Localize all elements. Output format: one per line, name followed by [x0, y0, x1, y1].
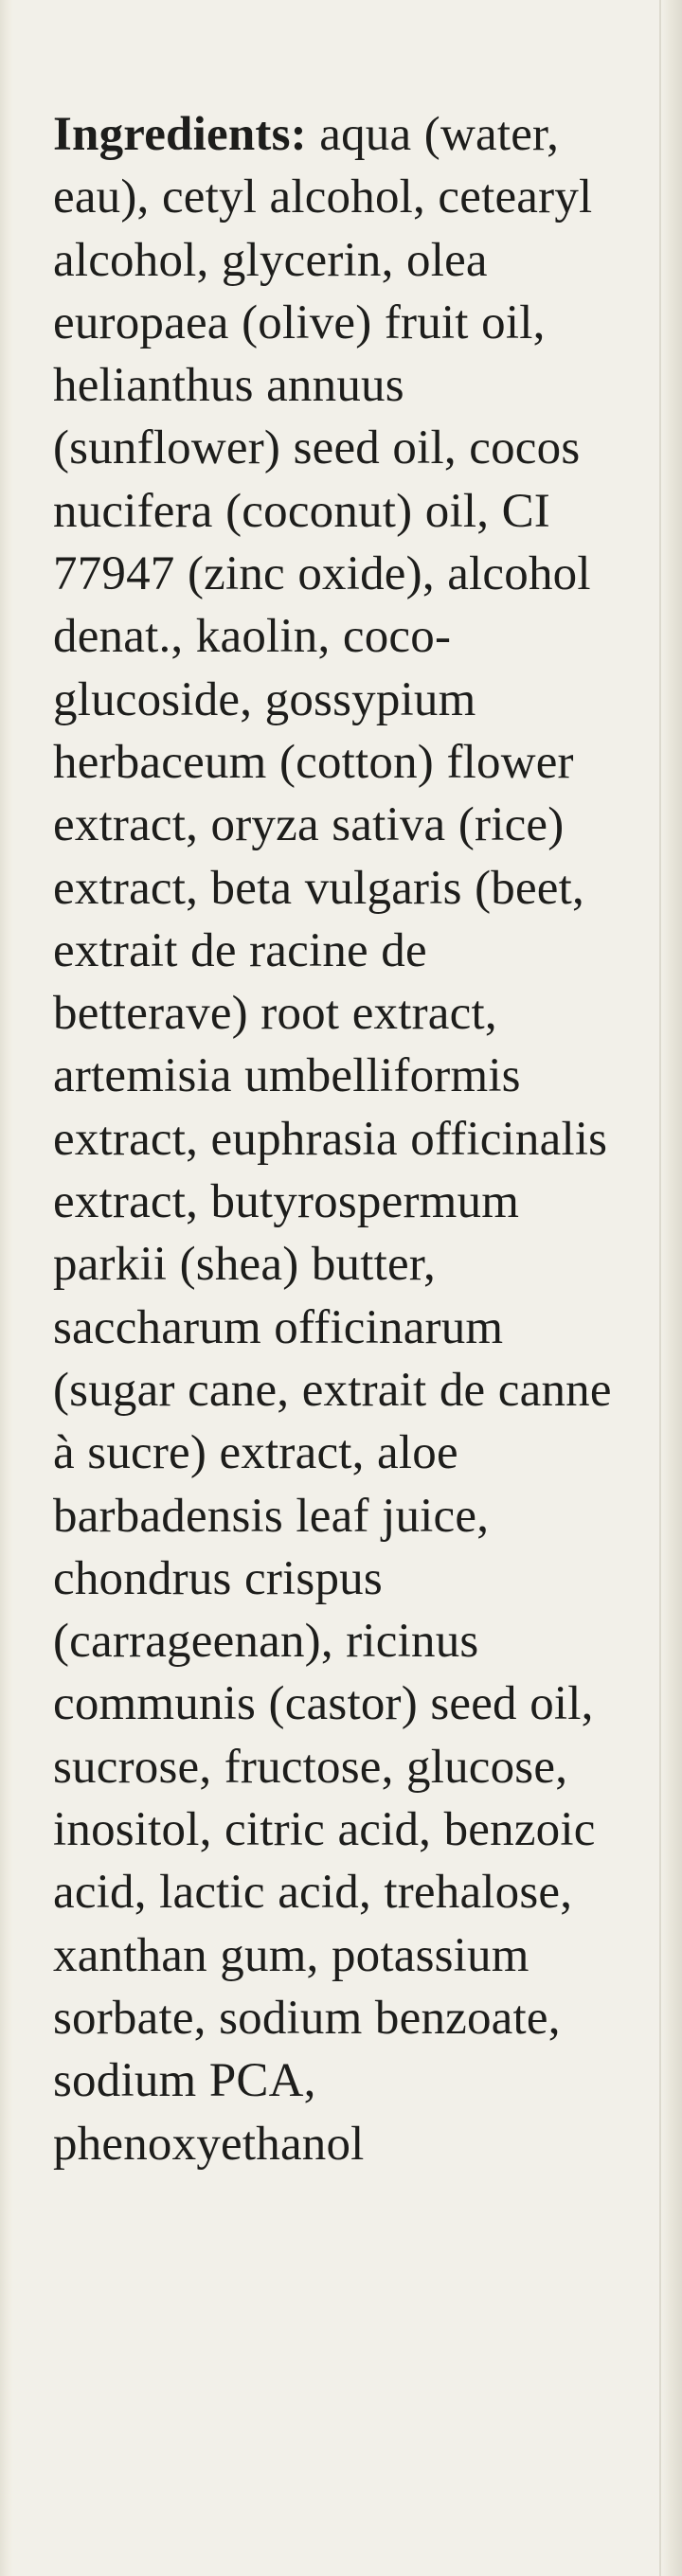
ingredients-list-text: aqua (water, eau), cetyl alcohol, cetearyl alcohol, glycerin, olea europaea (olive) fruit oil, helianthus annuus (sunflower) seed oil, cocos nucifera (coconut) oil, CI 77947 (zinc oxide), alcohol denat., kaolin, coco-glucoside, gossypium herbaceum (cotton) flower extract, oryza sativa (rice) extract, beta vulgaris (beet, extrait de racine de betterave) root extract, artemisia umbelliformis extract, euphrasia officinalis extract, butyrospermum parkii (shea) butter, saccharum officinarum (sugar cane, extrait de canne à sucre) extract, aloe barbadensis leaf juice, chondrus crispus (carrageenan), ricinus communis (castor) seed oil, sucrose, fructose, glucose, inositol, citric acid, benzoic acid, lactic acid, trehalose, xanthan gum, potassium sorbate, sodium benzoate, sodium PCA, phenoxyethanol [53, 108, 612, 2171]
ingredients-paragraph [53, 103, 633, 2175]
panel-right-edge [661, 0, 682, 2576]
panel-fold-line [659, 0, 661, 2576]
ingredients-heading: Ingredients: [53, 108, 307, 161]
panel-left-edge [0, 0, 13, 2576]
